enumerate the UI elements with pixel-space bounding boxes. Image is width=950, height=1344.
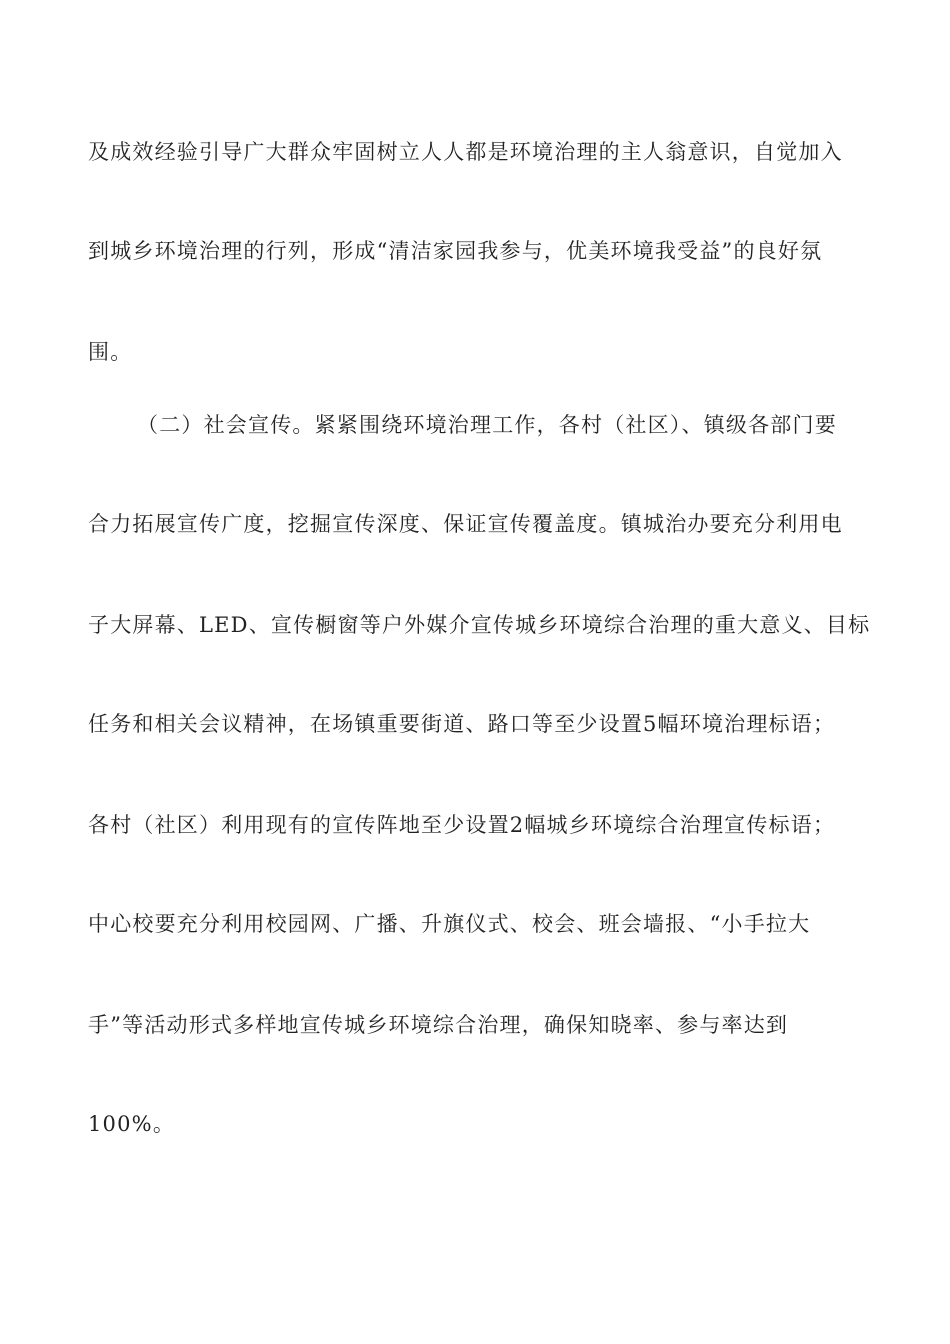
paragraph-line: 中心校要充分利用校园网、广播、升旗仪式、校会、班会墙报、“小手拉大 xyxy=(88,912,811,936)
paragraph-line: 手”等活动形式多样地宣传城乡环境综合治理，确保知晓率、参与率达到 xyxy=(88,1013,789,1037)
paragraph-line: 合力拓展宣传广度，挖掘宣传深度、保证宣传覆盖度。镇城治办要充分利用电 xyxy=(88,512,843,536)
paragraph-line: 各村（社区）利用现有的宣传阵地至少设置2幅城乡环境综合治理宣传标语； xyxy=(88,813,836,837)
paragraph-line: 及成效经验引导广大群众牢固树立人人都是环境治理的主人翁意识，自觉加入 xyxy=(88,140,843,164)
section-heading-line: （二）社会宣传。紧紧围绕环境治理工作，各村（社区）、镇级各部门要 xyxy=(137,413,837,437)
paragraph-line: 到城乡环境治理的行列，形成“清洁家园我参与，优美环境我受益”的良好氛 xyxy=(88,239,823,263)
paragraph-line: 任务和相关会议精神，在场镇重要街道、路口等至少设置5幅环境治理标语； xyxy=(88,712,836,736)
paragraph-line: 100%。 xyxy=(88,1112,176,1136)
paragraph-line: 围。 xyxy=(88,340,133,364)
paragraph-line: 子大屏幕、LED、宣传橱窗等户外媒介宣传城乡环境综合治理的重大意义、目标 xyxy=(88,613,871,637)
